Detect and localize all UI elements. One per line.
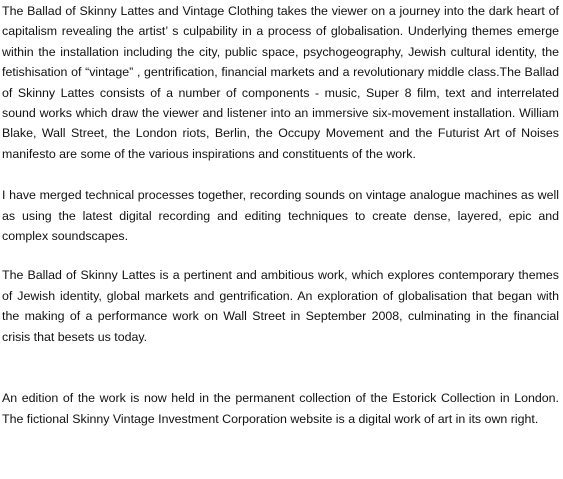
paragraph-introduction: The Ballad of Skinny Lattes and Vintage Clothing takes the viewer on a journey into the dark heart of capitalism revealing the artist’ s culpability in a process of globalisation. Underlying themes emerge within the installation including the city, public space, psychogeography, Jewish cultural identity, the fetishisation of “vintage” , gentrification, financial markets and a revolutionary middle class.The Ballad of Skinny Lattes consists of a number of components - music, Super 8 film, text and interrelated sound works which draw the viewer and listener into an immersive six-movement installation. William Blake, Wall Street, the London riots, Berlin, the Occupy Movement and the Futurist Art of Noises manifesto are some of the various inspirations and constituents of the work. xyxy=(2,4,559,161)
paragraph-technique: I have merged technical processes together, recording sounds on vintage analogue machines as well as using the latest digital recording and editing techniques to create dense, layered, epic and complex soundscapes. xyxy=(2,188,559,244)
paragraph-spacer xyxy=(2,246,559,265)
paragraph-spacer xyxy=(2,347,559,388)
paragraph-spacer xyxy=(2,164,559,185)
document-body xyxy=(2,1,559,429)
paragraph-themes: The Ballad of Skinny Lattes is a pertinent and ambitious work, which explores contemporary themes of Jewish identity, global markets and gentrification. An exploration of globalisation that began with the making of a performance work on Wall Street in September 2008, culminating in the financial crisis that besets us today. xyxy=(2,268,559,344)
paragraph-collection: An edition of the work is now held in the permanent collection of the Estorick Collection in London. The fictional Skinny Vintage Investment Corporation website is a digital work of art in its own right. xyxy=(2,391,559,426)
